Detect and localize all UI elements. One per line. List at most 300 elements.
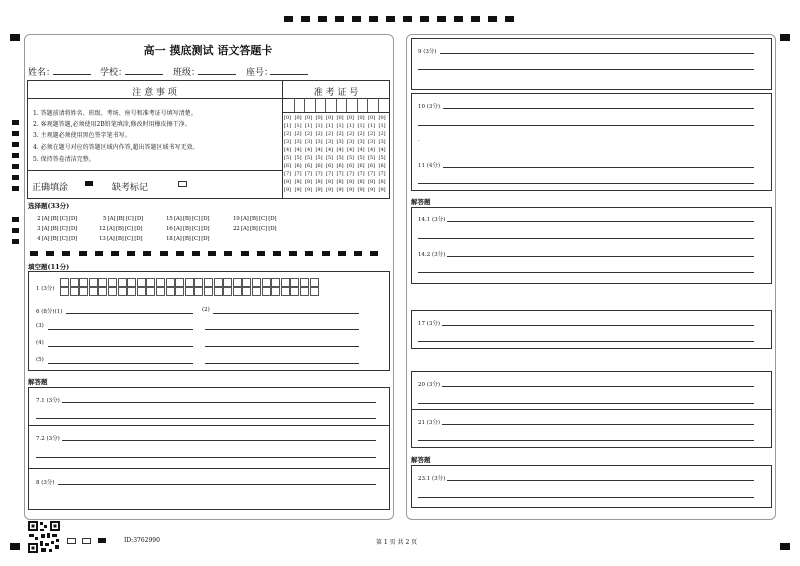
character-box[interactable] [60,287,69,296]
character-box[interactable] [146,278,155,287]
exam-id-column-rule [294,98,295,112]
exam-id-bubble[interactable]: [2] [326,131,334,137]
choice-item[interactable]: 16 [A] [B] [C] [D] [166,226,210,232]
answer-line[interactable] [418,125,754,126]
top-marker [454,16,463,22]
exam-id-bubble[interactable]: [3] [368,139,376,145]
side-marker [12,228,19,233]
school-field[interactable] [125,74,163,75]
exam-id-bubble[interactable]: [1] [326,123,334,129]
choice-item[interactable]: 12 [A] [B] [C] [D] [99,226,143,232]
separator-dash [224,251,232,256]
exam-id-bubble[interactable]: [7] [326,171,334,177]
separator-dash [111,251,119,256]
exam-id-bubble[interactable]: [9] [294,187,302,193]
side-marker [12,175,19,180]
exam-id-bubble[interactable]: [3] [326,139,334,145]
character-box[interactable] [89,287,98,296]
exam-id-bubble[interactable]: [2] [357,131,365,137]
separator-dash [160,251,168,256]
character-box[interactable] [175,287,184,296]
fill-title: 填空题(11分) [28,263,70,271]
character-box[interactable] [300,278,309,287]
exam-id-bubble[interactable]: [5] [326,155,334,161]
school-label: 学校： [100,68,128,78]
corner-marker [10,34,20,41]
exam-id-bubble[interactable]: [5] [284,155,292,161]
exam-id-bubble[interactable]: [9] [368,187,376,193]
character-box[interactable] [262,287,271,296]
exam-id-bubble[interactable]: [3] [378,139,386,145]
exam-id-column-rule [378,98,379,112]
exam-id-bubble[interactable]: [4] [347,147,355,153]
exam-id-bubble[interactable]: [9] [305,187,313,193]
character-box[interactable] [156,278,165,287]
exam-id-bubble[interactable]: [0] [357,115,365,121]
exam-id-column-rule [315,98,316,112]
exam-id-bubble[interactable]: [0] [284,115,292,121]
fill-q6-part2-label: (2) [202,307,210,313]
separator-dash [208,251,216,256]
exam-id-bubble[interactable]: [7] [336,171,344,177]
separator-dash [192,251,200,256]
q9-label: 9 (3分) [418,49,437,55]
character-box[interactable] [127,278,136,287]
character-box[interactable] [194,278,203,287]
exam-id-bubble[interactable]: [0] [336,115,344,121]
separator-dash [176,251,184,256]
top-marker [505,16,514,22]
class-field[interactable] [198,74,236,75]
exam-id-bubble[interactable]: [0] [294,115,302,121]
exam-id-bubble[interactable]: [4] [315,147,323,153]
separator-dash [79,251,87,256]
separator-dash [289,251,297,256]
character-box[interactable] [290,287,299,296]
exam-id-bubble[interactable]: [4] [294,147,302,153]
exam-id-bubble[interactable]: [1] [347,123,355,129]
character-box[interactable] [281,278,290,287]
answer-line[interactable] [418,497,754,498]
choice-title: 选择题(33分) [28,202,70,210]
exam-id-bubble[interactable]: [7] [368,171,376,177]
character-box[interactable] [60,278,69,287]
exam-id-bubble[interactable]: [6] [368,163,376,169]
exam-id-bubble[interactable]: [4] [357,147,365,153]
class-label: 班级： [173,68,201,78]
fill-q6-line-2[interactable] [213,313,359,314]
exam-id-bubble[interactable]: [0] [315,115,323,121]
top-marker [318,16,327,22]
character-box[interactable] [194,287,203,296]
essay-q71-frame [28,387,390,426]
stray-dot: · [418,139,420,145]
exam-id-bubble[interactable]: [8] [284,179,292,185]
exam-id-bubble[interactable]: [3] [294,139,302,145]
name-field[interactable] [53,74,91,75]
choice-item[interactable]: 3 [A] [B] [C] [D] [37,226,77,232]
answer-line[interactable] [440,53,754,54]
exam-id-bubble[interactable]: [9] [284,187,292,193]
choice-item[interactable]: 18 [A] [B] [C] [D] [166,236,210,242]
exam-id-bubble[interactable]: [6] [336,163,344,169]
exam-id-bubble[interactable]: [5] [315,155,323,161]
answer-line[interactable] [418,69,754,70]
answer-line[interactable] [418,238,754,239]
fill-part4-label: (4) [36,340,44,346]
top-marker [420,16,429,22]
essay-line[interactable] [62,402,376,403]
exam-id-bubble[interactable]: [9] [378,187,386,193]
exam-id-bubble[interactable]: [3] [305,139,313,145]
q10-label: 10 (3分) [418,104,441,110]
character-box[interactable] [98,278,107,287]
separator-dash [30,251,38,256]
character-box[interactable] [223,287,232,296]
top-marker [335,16,344,22]
fill-q6-line-1[interactable] [66,313,193,314]
top-marker [386,16,395,22]
character-box[interactable] [185,278,194,287]
exam-id-column-rule [304,98,305,112]
character-box[interactable] [242,278,251,287]
notice-item: 5. 保持答卷清洁完整。 [33,156,95,163]
character-box[interactable] [223,278,232,287]
exam-id-bubble[interactable]: [8] [305,179,313,185]
character-box[interactable] [118,287,127,296]
fill-line[interactable] [48,329,193,330]
exam-id-bubble[interactable]: [1] [336,123,344,129]
character-box[interactable] [98,287,107,296]
answer-line[interactable] [418,403,754,404]
exam-id-bubble[interactable]: [7] [357,171,365,177]
exam-id-bubble[interactable]: [2] [368,131,376,137]
answer-line[interactable] [443,167,754,168]
side-marker [12,164,19,169]
missing-mark-box[interactable] [178,181,187,187]
answer-line[interactable] [447,221,754,222]
exam-id-bubble[interactable]: [8] [336,179,344,185]
choice-item[interactable]: 2 [A] [B] [C] [D] [37,216,77,222]
essay-q72-label: 7.2 (3分) [36,436,60,442]
side-marker [12,217,19,222]
exam-id-bubble[interactable]: [8] [347,179,355,185]
page-title: 高一 摸底测试 语文答题卡 [143,44,273,57]
exam-id-column-rule [367,98,368,112]
character-box[interactable] [300,287,309,296]
fill-line[interactable] [48,346,193,347]
character-box[interactable] [290,278,299,287]
separator-dash [370,251,378,256]
character-box[interactable] [262,278,271,287]
exam-id-bubble[interactable]: [4] [368,147,376,153]
notice-bottom-rule [27,170,282,171]
missing-mark-label: 缺考标记 [112,183,149,193]
exam-id-bubble[interactable]: [9] [347,187,355,193]
exam-id-bubble[interactable]: [5] [357,155,365,161]
essay-right-title-1: 解答题 [411,198,431,206]
exam-id-bubble[interactable]: [7] [305,171,313,177]
choice-item[interactable]: 5 [A] [B] [C] [D] [103,216,143,222]
exam-id-bubble[interactable]: [7] [315,171,323,177]
character-box[interactable] [252,287,261,296]
exam-id-bubble[interactable]: [2] [315,131,323,137]
seat-label: 座号： [246,68,274,78]
character-box[interactable] [166,278,175,287]
footer-page: 第 1 页 共 2 页 [376,539,418,546]
separator-dash [338,251,346,256]
character-box[interactable] [204,278,213,287]
notice-item: 3. 主观题必须使用黑色签字笔书写。 [33,132,131,139]
exam-id-bubble[interactable]: [6] [315,163,323,169]
exam-id-column-rule [336,98,337,112]
top-marker [403,16,412,22]
separator-dash [46,251,54,256]
character-box[interactable] [204,287,213,296]
fill-line[interactable] [48,363,193,364]
answer-line[interactable] [442,386,754,387]
exam-id-bubble[interactable]: [9] [326,187,334,193]
character-box[interactable] [166,287,175,296]
footer-mark-box [82,538,91,544]
character-box[interactable] [281,287,290,296]
answer-line[interactable] [418,440,754,441]
exam-id-bubble[interactable]: [7] [284,171,292,177]
exam-id-bubble[interactable]: [2] [347,131,355,137]
essay-left-title: 解答题 [28,378,48,386]
character-box[interactable] [271,287,280,296]
q141-label: 14.1 (3分) [418,217,446,223]
exam-id-bubble[interactable]: [1] [284,123,292,129]
separator-dash [273,251,281,256]
qr-code-icon [28,521,60,553]
answer-line[interactable] [447,256,754,257]
exam-id-bubble[interactable]: [9] [357,187,365,193]
character-box[interactable] [79,287,88,296]
answer-line[interactable] [418,272,754,273]
exam-id-bubble[interactable]: [6] [357,163,365,169]
fill-line[interactable] [205,346,359,347]
essay-q71-label: 7.1 (3分) [36,398,60,404]
exam-id-bubble[interactable]: [2] [378,131,386,137]
q231-label: 23.1 (3分) [418,476,446,482]
exam-id-bubble[interactable]: [6] [378,163,386,169]
notice-header: 注 意 事 项 [132,88,177,98]
character-box[interactable] [146,287,155,296]
exam-id-bubble[interactable]: [8] [368,179,376,185]
exam-id-bubble[interactable]: [5] [305,155,313,161]
exam-id-bubble[interactable]: [6] [294,163,302,169]
exam-id-bubble[interactable]: [1] [368,123,376,129]
character-box[interactable] [233,287,242,296]
exam-id-bubble[interactable]: [0] [368,115,376,121]
essay-line[interactable] [36,418,376,419]
exam-id-bubble[interactable]: [4] [305,147,313,153]
character-box[interactable] [271,278,280,287]
separator-dash [354,251,362,256]
character-box[interactable] [137,278,146,287]
top-marker [301,16,310,22]
character-box[interactable] [70,287,79,296]
footer-mark-filled [98,538,106,543]
exam-id-bubble[interactable]: [8] [294,179,302,185]
exam-id-bubble[interactable]: [2] [294,131,302,137]
corner-marker [780,543,790,550]
answer-line[interactable] [442,424,754,425]
q20-label: 20 (3分) [418,382,441,388]
character-box[interactable] [118,278,127,287]
top-marker [437,16,446,22]
character-box[interactable] [79,278,88,287]
separator-dash [127,251,135,256]
top-marker [284,16,293,22]
character-box[interactable] [310,287,319,296]
exam-id-bubble[interactable]: [5] [347,155,355,161]
exam-id-bubble[interactable]: [1] [305,123,313,129]
choice-item[interactable]: 4 [A] [B] [C] [D] [37,236,77,242]
character-box[interactable] [127,287,136,296]
exam-id-bubble[interactable]: [5] [336,155,344,161]
notice-item: 4. 必须在题号对应的答题区域内作答,超出答题区域书写无效。 [33,144,199,151]
character-box[interactable] [108,278,117,287]
exam-id-bubble[interactable]: [3] [357,139,365,145]
exam-id-bubble[interactable]: [0] [305,115,313,121]
exam-id-bubble[interactable]: [2] [336,131,344,137]
character-box[interactable] [137,287,146,296]
exam-id-bubble[interactable]: [6] [305,163,313,169]
character-box[interactable] [214,278,223,287]
separator-dash [62,251,70,256]
exam-id-column-rule [325,98,326,112]
q11-label: 11 (4分) [418,163,441,169]
exam-id-column-rule [357,98,358,112]
exam-id-bubble[interactable]: [5] [378,155,386,161]
exam-id-bubble[interactable]: [0] [378,115,386,121]
top-marker [352,16,361,22]
exam-id-bubble[interactable]: [8] [378,179,386,185]
exam-id-bubble[interactable]: [4] [378,147,386,153]
choice-item[interactable]: 19 [A] [B] [C] [D] [233,216,277,222]
exam-id-bubble[interactable]: [5] [294,155,302,161]
footer-id: ID:3762990 [124,537,160,544]
answer-line[interactable] [418,341,754,342]
essay-right-title-2: 解答题 [411,456,431,464]
answer-line[interactable] [418,183,754,184]
essay-q72-frame [28,425,390,469]
exam-id-bubble[interactable]: [8] [315,179,323,185]
answer-line[interactable] [442,325,754,326]
choice-item[interactable]: 15 [A] [B] [C] [D] [166,216,210,222]
fill-line[interactable] [205,363,359,364]
fill-q6-label: 6 (8分)(1) [36,309,63,315]
correct-fill-sample [85,181,93,186]
name-label: 姓名： [28,68,56,78]
character-box[interactable] [233,278,242,287]
side-marker [12,239,19,244]
essay-line[interactable] [62,440,376,441]
fill-part3-label: (3) [36,323,44,329]
separator-dash [322,251,330,256]
character-box[interactable] [89,278,98,287]
q142-label: 14.2 (3分) [418,252,446,258]
exam-id-bubble[interactable]: [4] [284,147,292,153]
separator-dash [257,251,265,256]
exam-id-write-row [283,112,389,113]
notice-item: 1. 答题前请将姓名、班级、考场、座号和准考证号填写清楚。 [33,110,197,117]
q23-frame [411,465,772,508]
essay-line[interactable] [36,457,376,458]
answer-line[interactable] [447,480,754,481]
essay-line[interactable] [58,484,376,485]
answer-line[interactable] [443,108,754,109]
separator-dash [143,251,151,256]
seat-field[interactable] [270,74,308,75]
exam-id-bubble[interactable]: [6] [347,163,355,169]
exam-id-bubble[interactable]: [3] [315,139,323,145]
q20-21-divider [411,409,771,410]
q17-label: 17 (3分) [418,321,441,327]
exam-id-bubble[interactable]: [3] [336,139,344,145]
character-box[interactable] [70,278,79,287]
top-marker [488,16,497,22]
character-box[interactable] [185,287,194,296]
character-box[interactable] [242,287,251,296]
fill-line[interactable] [205,329,359,330]
exam-id-bubble[interactable]: [9] [336,187,344,193]
character-box[interactable] [214,287,223,296]
exam-id-bubble[interactable]: [5] [368,155,376,161]
exam-id-bubble[interactable]: [7] [294,171,302,177]
side-marker [12,142,19,147]
exam-id-bubble[interactable]: [8] [357,179,365,185]
exam-id-bubble[interactable]: [7] [378,171,386,177]
exam-id-bubble[interactable]: [8] [326,179,334,185]
exam-id-bubble[interactable]: [3] [347,139,355,145]
correct-fill-label: 正确填涂 [32,183,69,193]
separator-dash [95,251,103,256]
side-marker [12,153,19,158]
exam-id-bubble[interactable]: [1] [294,123,302,129]
fill-q1-label: 1 (3分) [36,286,55,292]
choice-item[interactable]: 13 [A] [B] [C] [D] [99,236,143,242]
q9-frame [411,38,772,90]
character-box[interactable] [108,287,117,296]
exam-id-bubble[interactable]: [4] [326,147,334,153]
exam-id-bubble[interactable]: [4] [336,147,344,153]
exam-id-bubble[interactable]: [6] [284,163,292,169]
character-box[interactable] [310,278,319,287]
exam-id-bubble[interactable]: [1] [315,123,323,129]
exam-id-bubble[interactable]: [9] [315,187,323,193]
character-box[interactable] [252,278,261,287]
exam-id-bubble[interactable]: [0] [326,115,334,121]
exam-id-bubble[interactable]: [6] [326,163,334,169]
exam-id-bubble[interactable]: [7] [347,171,355,177]
exam-id-bubble[interactable]: [3] [284,139,292,145]
character-box[interactable] [175,278,184,287]
corner-marker [780,34,790,41]
exam-id-bubble[interactable]: [2] [305,131,313,137]
exam-id-bubble[interactable]: [0] [347,115,355,121]
exam-id-bubble[interactable]: [1] [357,123,365,129]
choice-item[interactable]: 22 [A] [B] [C] [D] [233,226,277,232]
separator-dash [241,251,249,256]
exam-id-bubble[interactable]: [2] [284,131,292,137]
exam-id-bubble[interactable]: [1] [378,123,386,129]
exam-id-column-rule [346,98,347,112]
notice-item: 2. 客观题答题,必须使用2B铅笔填涂,修改时用橡皮擦干净。 [33,121,191,128]
character-box[interactable] [156,287,165,296]
